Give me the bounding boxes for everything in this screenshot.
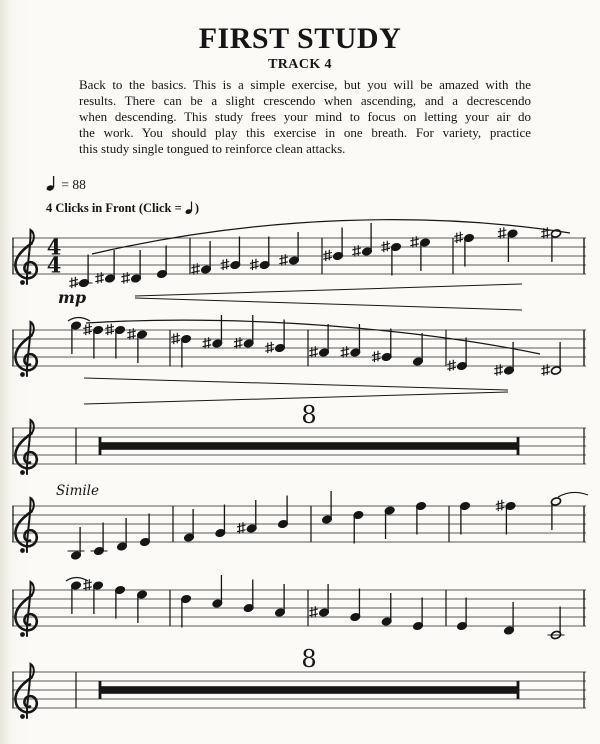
note — [309, 584, 329, 618]
rest-count: 8 — [301, 645, 317, 673]
note — [548, 607, 565, 640]
note — [323, 228, 343, 262]
multimeasure-rest-end — [517, 681, 520, 699]
dynamic-marking: mp — [58, 288, 87, 307]
note — [381, 593, 392, 626]
intro-line: results. There can be a slight crescendo when ascending, and a decrescendo — [79, 92, 531, 108]
simile-label: Simile — [56, 483, 99, 499]
intro-line: this study single tongued to reinforce clean attacks. — [79, 140, 346, 156]
note — [456, 598, 467, 631]
sharp-icon — [447, 360, 456, 371]
sharp-icon — [323, 250, 332, 261]
note — [447, 338, 467, 372]
note — [277, 496, 288, 529]
note — [412, 598, 423, 631]
note — [350, 589, 361, 622]
note — [341, 324, 361, 358]
rest-count: 8 — [301, 401, 317, 429]
note — [372, 329, 392, 363]
note — [105, 324, 125, 359]
time-signature: 4 — [46, 252, 62, 278]
slur — [66, 578, 88, 582]
note — [95, 250, 115, 284]
note — [139, 514, 150, 547]
system-4 — [12, 483, 588, 560]
sharp-icon — [69, 277, 78, 288]
note — [70, 581, 81, 614]
note — [410, 236, 430, 271]
slur — [68, 318, 90, 322]
sharp-icon — [498, 227, 507, 238]
note — [412, 333, 423, 366]
sharp-icon — [83, 324, 92, 335]
note — [541, 342, 561, 376]
note — [279, 232, 299, 266]
click-text-suffix: ) — [194, 201, 200, 215]
note — [183, 509, 194, 542]
note — [415, 501, 426, 534]
time-signature: 4 — [46, 234, 62, 260]
note — [274, 584, 285, 617]
hairpin — [135, 284, 522, 296]
note — [91, 523, 108, 556]
note — [136, 590, 147, 623]
sharp-icon — [372, 351, 381, 362]
click-text-prefix: 4 Clicks in Front (Click = — [46, 201, 185, 215]
note — [127, 328, 147, 363]
note — [503, 602, 514, 635]
sharp-icon — [171, 333, 180, 344]
sharp-icon — [496, 500, 505, 511]
sharp-icon — [454, 232, 463, 243]
intro-line: Back to the basics. This is a simple exercise, but you will be amazed with the — [79, 77, 531, 92]
note — [121, 250, 141, 284]
multimeasure-rest-bar — [100, 686, 518, 694]
sharp-icon — [381, 241, 390, 252]
note — [234, 315, 254, 349]
note — [265, 320, 285, 354]
note — [215, 505, 226, 538]
multimeasure-rest-bar — [100, 442, 518, 450]
note — [243, 580, 254, 613]
note — [352, 223, 372, 257]
note — [321, 491, 332, 524]
slur — [86, 320, 540, 354]
track-subtitle: TRACK 4 — [268, 57, 332, 72]
note — [459, 501, 470, 534]
slur — [558, 492, 588, 497]
intro-line: when descending. This study frees your mind to focus on letting your air do — [79, 108, 531, 124]
note — [221, 237, 241, 271]
sharp-icon — [265, 342, 274, 353]
intro-line: the work. You should play this exercise in one breath. For variety, practice — [79, 124, 531, 140]
multimeasure-rest-end — [99, 437, 102, 455]
note — [116, 518, 127, 551]
note — [454, 232, 474, 267]
hairpin — [135, 298, 522, 310]
system-1 — [12, 220, 586, 310]
note — [191, 241, 211, 275]
note — [541, 227, 561, 262]
sharp-icon — [221, 259, 230, 270]
note — [353, 510, 364, 543]
note — [171, 333, 191, 368]
note — [496, 500, 516, 535]
multimeasure-rest-end — [99, 681, 102, 699]
note — [68, 527, 85, 560]
note — [498, 227, 518, 262]
note — [250, 237, 270, 271]
note — [384, 506, 395, 539]
note — [156, 246, 167, 279]
system-2 — [12, 315, 586, 404]
note — [83, 579, 103, 614]
note — [309, 324, 329, 358]
page-title: FIRST STUDY — [198, 22, 402, 55]
hairpin — [84, 378, 508, 390]
note — [83, 324, 103, 359]
note — [114, 585, 125, 618]
system-6 — [12, 645, 586, 719]
sharp-icon — [105, 324, 114, 335]
hairpin — [84, 392, 508, 404]
note — [69, 255, 92, 289]
note — [550, 497, 561, 530]
sharp-icon — [250, 259, 259, 270]
tempo-value: = 88 — [61, 177, 86, 192]
note — [237, 500, 257, 534]
system-3 — [12, 401, 586, 475]
note — [180, 594, 191, 627]
note — [70, 321, 81, 354]
note — [212, 575, 223, 608]
system-5 — [12, 575, 586, 640]
note — [381, 241, 401, 276]
multimeasure-rest-end — [517, 437, 520, 455]
